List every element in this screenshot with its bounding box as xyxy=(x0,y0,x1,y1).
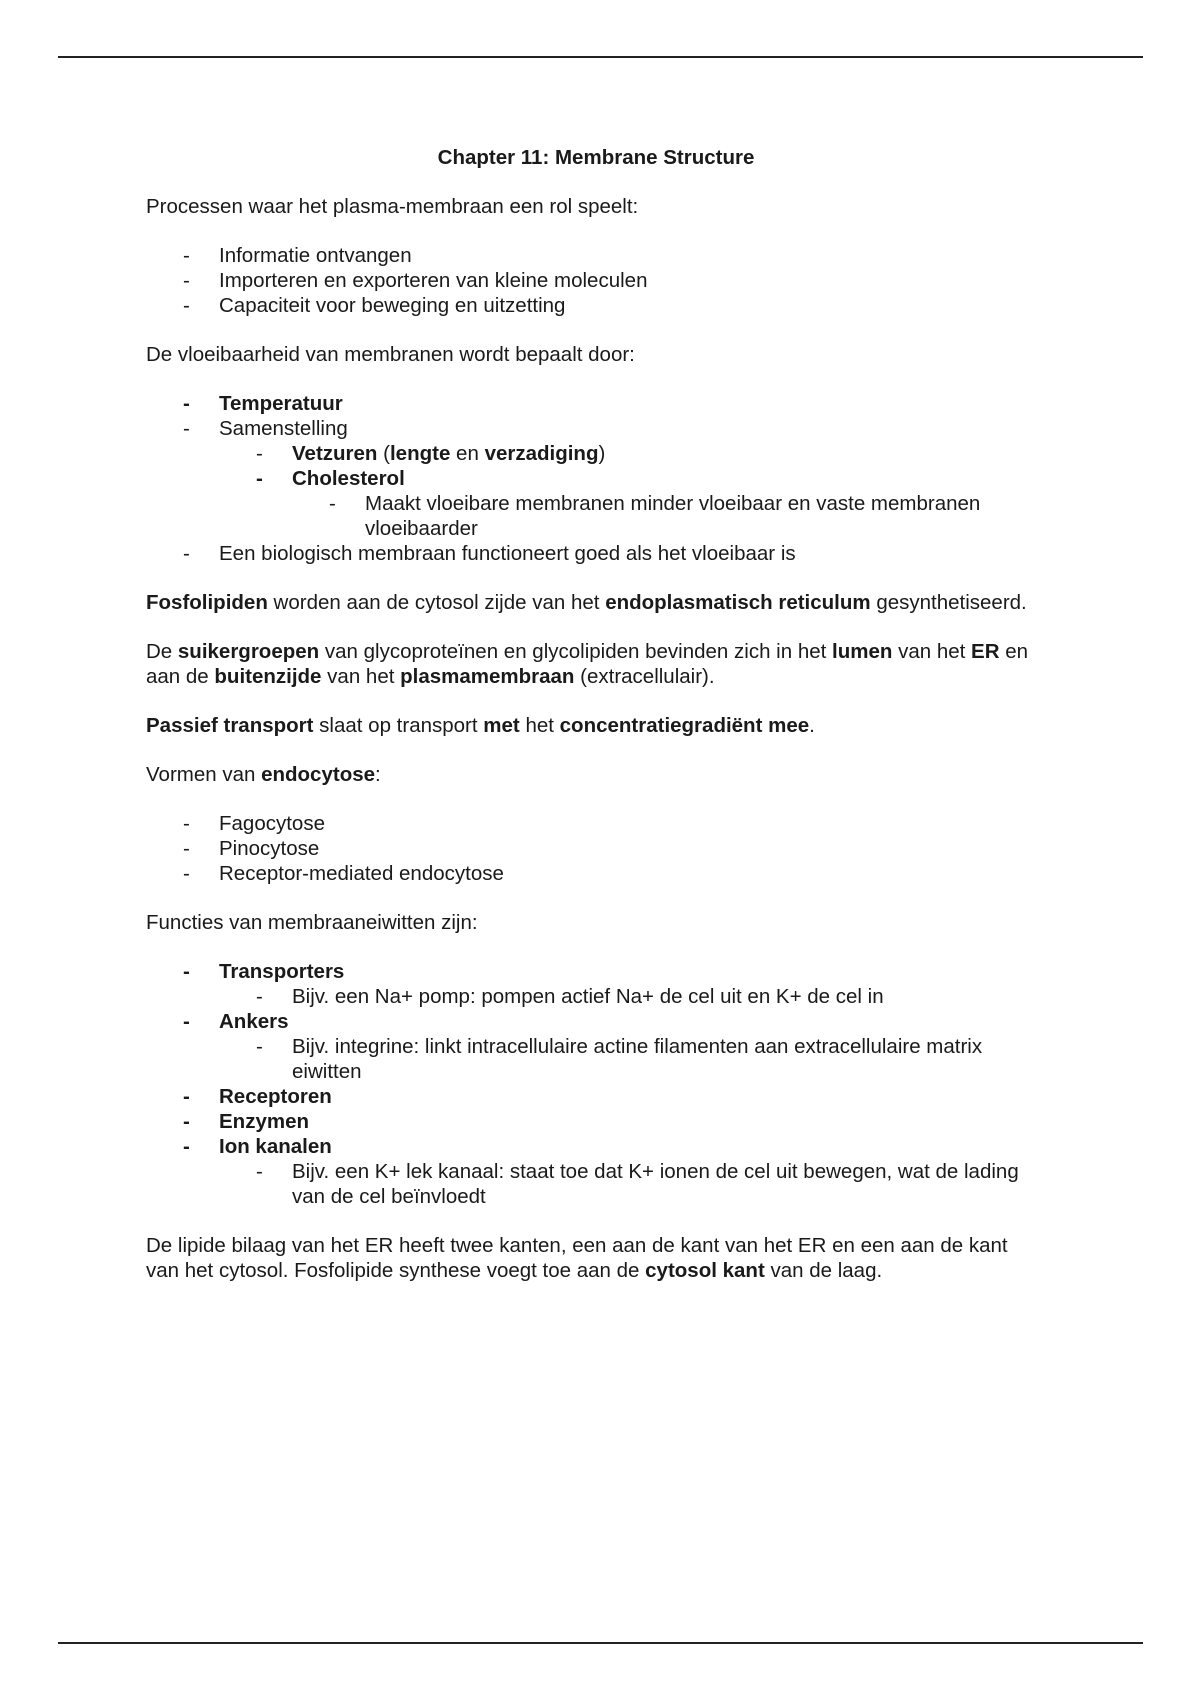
list-item: - Transporters xyxy=(146,959,1046,984)
list-item: - Maakt vloeibare membranen minder vloeibaar en vaste membranen vloeibaarder xyxy=(146,491,1046,541)
transporters-sublist xyxy=(146,984,1046,1009)
page-title: Chapter 11: Membrane Structure xyxy=(437,146,755,169)
length-term: lengte xyxy=(389,442,451,465)
list-item: - Informatie ontvangen xyxy=(146,243,1046,268)
list-item: - Fagocytose xyxy=(146,811,1046,836)
endocytosis-list xyxy=(146,811,1046,886)
list-item: - Receptor-mediated endocytose xyxy=(146,861,1046,886)
fluidity-list-cont xyxy=(146,541,1046,566)
passive-transport-paragraph: Passief transport slaat op transport met het concentratiegradiënt mee. xyxy=(146,714,815,737)
proteins-list-rest xyxy=(146,1084,1046,1159)
fluidity-intro: De vloeibaarheid van membranen wordt bepaalt door: xyxy=(146,343,635,366)
cholesterol-term: Cholesterol xyxy=(292,467,405,490)
document-body xyxy=(146,145,1046,1283)
phospholipids-paragraph: Fosfolipiden worden aan de cytosol zijde van het endoplasmatisch reticulum gesynthetiseerd. xyxy=(146,591,1027,614)
bilayer-paragraph: De lipide bilaag van het ER heeft twee kanten, een aan de kant van het ER en een aan de kant van het cytosol. Fosfolipide synthese voegt toe aan de cytosol kant van de laag. xyxy=(146,1234,1008,1282)
saturation-term: verzadiging xyxy=(484,442,599,465)
list-item: - Capaciteit voor beweging en uitzetting xyxy=(146,293,1046,318)
list-item: - Bijv. een K+ lek kanaal: staat toe dat K+ ionen de cel uit bewegen, wat de lading van de cel beïnvloedt xyxy=(146,1159,1046,1209)
list-item: - Bijv. een Na+ pomp: pompen actief Na+ de cel uit en K+ de cel in xyxy=(146,984,1046,1009)
anchors-sublist xyxy=(146,1034,1046,1084)
list-item: - Een biologisch membraan functioneert goed als het vloeibaar is xyxy=(146,541,1046,566)
temperature-term: Temperatuur xyxy=(219,392,343,415)
list-item: - Vetzuren (lengte en verzadiging) xyxy=(146,441,1046,466)
composition-sublist xyxy=(146,441,1046,491)
list-item xyxy=(146,466,1046,491)
processes-intro: Processen waar het plasma-membraan een rol speelt: xyxy=(146,195,639,218)
fatty-acids-term: Vetzuren xyxy=(292,442,378,465)
footer-rule xyxy=(58,1642,1143,1644)
list-item: - Enzymen xyxy=(146,1109,1046,1134)
list-item: - Samenstelling xyxy=(146,416,1046,441)
list-item: - Receptoren xyxy=(146,1084,1046,1109)
cholesterol-sublist xyxy=(146,491,1046,541)
proteins-list-anchors xyxy=(146,1009,1046,1034)
ion-channels-sublist xyxy=(146,1159,1046,1209)
list-item xyxy=(146,391,1046,416)
header-rule xyxy=(58,56,1143,58)
proteins-intro: Functies van membraaneiwitten zijn: xyxy=(146,911,478,934)
list-item: - Bijv. integrine: linkt intracellulaire actine filamenten aan extracellulaire matrix eiwitten xyxy=(146,1034,1046,1084)
processes-list xyxy=(146,243,1046,318)
list-item: - Pinocytose xyxy=(146,836,1046,861)
endocytosis-intro: Vormen van endocytose: xyxy=(146,763,381,786)
fluidity-list xyxy=(146,391,1046,441)
list-item: - Importeren en exporteren van kleine moleculen xyxy=(146,268,1046,293)
sugar-groups-paragraph: De suikergroepen van glycoproteïnen en glycolipiden bevinden zich in het lumen van het ER en aan de buitenzijde van het plasmamembraan (extracellulair). xyxy=(146,640,1029,688)
proteins-list xyxy=(146,959,1046,984)
list-item: - Ankers xyxy=(146,1009,1046,1034)
list-item: - Ion kanalen xyxy=(146,1134,1046,1159)
